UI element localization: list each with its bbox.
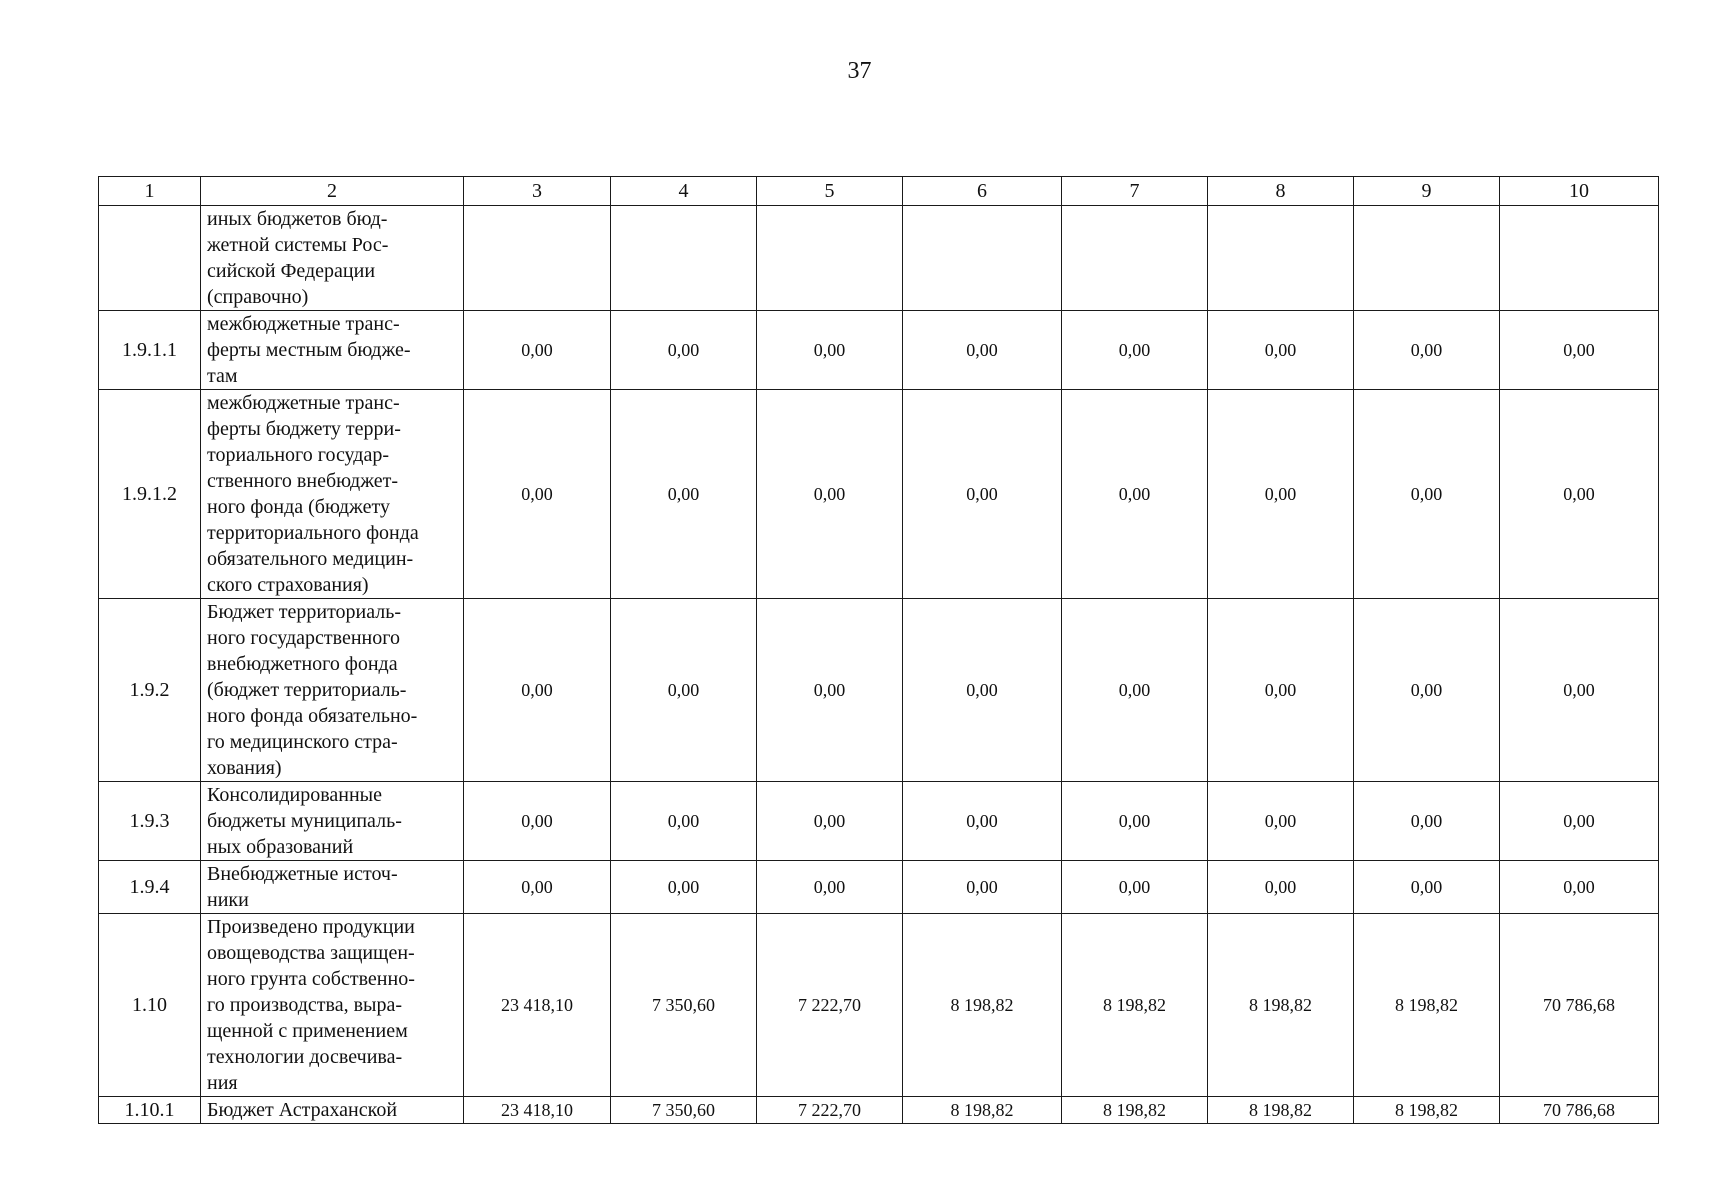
table-row xyxy=(99,206,1659,311)
value-cell: 0,00 xyxy=(903,311,1062,390)
value-cell: 0,00 xyxy=(611,599,757,782)
value-cell: 0,00 xyxy=(464,782,611,861)
column-header: 9 xyxy=(1354,177,1500,206)
table-row xyxy=(99,390,1659,599)
row-code: 1.9.1.2 xyxy=(99,390,201,599)
value-cell: 8 198,82 xyxy=(1354,914,1500,1097)
value-cell: 8 198,82 xyxy=(1354,1097,1500,1124)
description-line: внебюджетного фонда xyxy=(207,653,398,675)
value-cell: 0,00 xyxy=(757,390,903,599)
value-cell: 0,00 xyxy=(1354,782,1500,861)
description-line: технологии досвечива- xyxy=(207,1046,403,1068)
row-code xyxy=(99,206,201,311)
description-line: щенной с применением xyxy=(207,1020,408,1042)
value-cell: 0,00 xyxy=(1062,782,1208,861)
value-cell: 0,00 xyxy=(757,311,903,390)
description-line: ферты местным бюдже- xyxy=(207,339,411,361)
column-header: 7 xyxy=(1062,177,1208,206)
value-cell xyxy=(1500,206,1659,311)
description-line: хования) xyxy=(207,757,282,779)
row-description xyxy=(201,390,464,599)
value-cell: 70 786,68 xyxy=(1500,1097,1659,1124)
description-line: (справочно) xyxy=(207,286,309,308)
row-description xyxy=(201,599,464,782)
value-cell: 0,00 xyxy=(1208,390,1354,599)
value-cell: 0,00 xyxy=(464,599,611,782)
row-description xyxy=(201,206,464,311)
value-cell: 0,00 xyxy=(1208,311,1354,390)
description-line: го медицинского стра- xyxy=(207,731,398,753)
description-line: сийской Федерации xyxy=(207,260,376,282)
table-row xyxy=(99,782,1659,861)
value-cell: 0,00 xyxy=(903,599,1062,782)
value-cell: 0,00 xyxy=(1500,390,1659,599)
table-row xyxy=(99,1097,1659,1124)
table-row xyxy=(99,599,1659,782)
value-cell: 0,00 xyxy=(611,311,757,390)
page-number: 37 xyxy=(847,58,872,84)
value-cell: 0,00 xyxy=(611,390,757,599)
value-cell xyxy=(464,206,611,311)
value-cell xyxy=(903,206,1062,311)
column-header: 6 xyxy=(903,177,1062,206)
value-cell: 0,00 xyxy=(1354,311,1500,390)
value-cell: 7 350,60 xyxy=(611,1097,757,1124)
value-cell: 7 222,70 xyxy=(757,1097,903,1124)
description-line: жетной системы Рос- xyxy=(207,234,389,256)
value-cell xyxy=(757,206,903,311)
value-cell: 7 350,60 xyxy=(611,914,757,1097)
column-header: 8 xyxy=(1208,177,1354,206)
description-line: (бюджет территориаль- xyxy=(207,679,407,701)
value-cell xyxy=(1354,206,1500,311)
description-line: ных образований xyxy=(207,836,354,858)
value-cell: 0,00 xyxy=(611,861,757,914)
value-cell: 0,00 xyxy=(757,861,903,914)
value-cell: 0,00 xyxy=(1208,782,1354,861)
description-line: ственного внебюджет- xyxy=(207,470,399,492)
value-cell: 0,00 xyxy=(1354,599,1500,782)
description-line: ского страхования) xyxy=(207,574,369,596)
table-header xyxy=(99,177,1659,206)
column-header: 2 xyxy=(201,177,464,206)
row-code: 1.10.1 xyxy=(99,1097,201,1124)
description-line: Бюджет Астраханской xyxy=(207,1099,398,1121)
description-line: бюджеты муниципаль- xyxy=(207,810,402,832)
description-line: Бюджет территориаль- xyxy=(207,601,402,623)
value-cell: 0,00 xyxy=(1500,599,1659,782)
value-cell: 0,00 xyxy=(757,782,903,861)
value-cell: 0,00 xyxy=(611,782,757,861)
budget-table xyxy=(98,176,1659,1124)
row-code: 1.9.4 xyxy=(99,861,201,914)
value-cell: 8 198,82 xyxy=(1208,1097,1354,1124)
value-cell: 0,00 xyxy=(464,390,611,599)
value-cell xyxy=(611,206,757,311)
value-cell: 0,00 xyxy=(757,599,903,782)
row-description xyxy=(201,914,464,1097)
header-row xyxy=(99,177,1659,206)
column-header: 1 xyxy=(99,177,201,206)
description-line: ного фонда (бюджету xyxy=(207,496,390,518)
value-cell: 0,00 xyxy=(1354,861,1500,914)
description-line: овощеводства защищен- xyxy=(207,942,415,964)
value-cell xyxy=(1208,206,1354,311)
description-line: межбюджетные транс- xyxy=(207,313,400,335)
description-line: обязательного медицин- xyxy=(207,548,414,570)
description-line: ного государственного xyxy=(207,627,400,649)
column-header: 4 xyxy=(611,177,757,206)
description-line: иных бюджетов бюд- xyxy=(207,208,388,230)
value-cell: 0,00 xyxy=(903,782,1062,861)
value-cell: 0,00 xyxy=(1500,311,1659,390)
table-row xyxy=(99,861,1659,914)
description-line: го производства, выра- xyxy=(207,994,403,1016)
value-cell xyxy=(1062,206,1208,311)
value-cell: 8 198,82 xyxy=(1062,914,1208,1097)
value-cell: 8 198,82 xyxy=(903,914,1062,1097)
value-cell: 0,00 xyxy=(903,861,1062,914)
row-description xyxy=(201,311,464,390)
value-cell: 0,00 xyxy=(903,390,1062,599)
value-cell: 0,00 xyxy=(1208,599,1354,782)
table-row xyxy=(99,311,1659,390)
value-cell: 70 786,68 xyxy=(1500,914,1659,1097)
column-header: 5 xyxy=(757,177,903,206)
value-cell: 23 418,10 xyxy=(464,914,611,1097)
row-code: 1.9.3 xyxy=(99,782,201,861)
column-header: 10 xyxy=(1500,177,1659,206)
row-code: 1.9.1.1 xyxy=(99,311,201,390)
row-description xyxy=(201,861,464,914)
description-line: территориального фонда xyxy=(207,522,419,544)
value-cell: 0,00 xyxy=(1062,311,1208,390)
table-body xyxy=(99,206,1659,1124)
value-cell: 7 222,70 xyxy=(757,914,903,1097)
value-cell: 0,00 xyxy=(1500,861,1659,914)
description-line: Произведено продукции xyxy=(207,916,415,938)
row-description xyxy=(201,1097,464,1124)
value-cell: 0,00 xyxy=(1500,782,1659,861)
value-cell: 0,00 xyxy=(1208,861,1354,914)
description-line: ники xyxy=(207,889,249,911)
description-line: ного грунта собственно- xyxy=(207,968,415,990)
row-code: 1.10 xyxy=(99,914,201,1097)
value-cell: 0,00 xyxy=(1062,861,1208,914)
description-line: ния xyxy=(207,1072,238,1094)
description-line: Внебюджетные источ- xyxy=(207,863,398,885)
column-header: 3 xyxy=(464,177,611,206)
description-line: ного фонда обязательно- xyxy=(207,705,418,727)
row-description xyxy=(201,782,464,861)
value-cell: 8 198,82 xyxy=(1062,1097,1208,1124)
description-line: там xyxy=(207,365,238,387)
value-cell: 0,00 xyxy=(464,861,611,914)
value-cell: 0,00 xyxy=(1062,390,1208,599)
description-line: ториального государ- xyxy=(207,444,390,466)
description-line: Консолидированные xyxy=(207,784,382,806)
table-row xyxy=(99,914,1659,1097)
value-cell: 8 198,82 xyxy=(1208,914,1354,1097)
description-line: межбюджетные транс- xyxy=(207,392,400,414)
value-cell: 23 418,10 xyxy=(464,1097,611,1124)
value-cell: 0,00 xyxy=(464,311,611,390)
row-code: 1.9.2 xyxy=(99,599,201,782)
value-cell: 8 198,82 xyxy=(903,1097,1062,1124)
value-cell: 0,00 xyxy=(1062,599,1208,782)
description-line: ферты бюджету терри- xyxy=(207,418,401,440)
value-cell: 0,00 xyxy=(1354,390,1500,599)
